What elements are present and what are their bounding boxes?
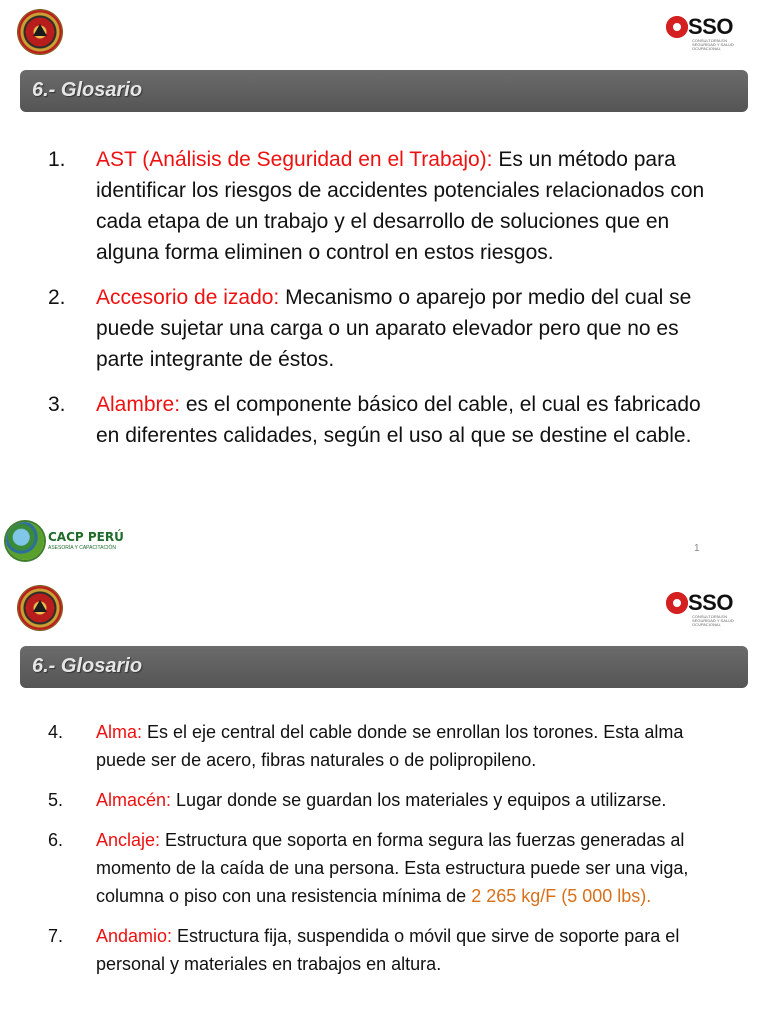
csso-logo xyxy=(666,14,746,51)
glossary-item xyxy=(40,922,724,978)
glossary-term: Andamio: xyxy=(96,926,173,946)
glossary-item xyxy=(40,389,724,451)
gear-icon xyxy=(666,592,688,614)
glossary-item xyxy=(40,826,724,910)
globe-icon xyxy=(6,522,44,560)
glossary-list xyxy=(40,144,724,465)
footer-subtitle: ASESORÍA Y CAPACITACIÓN xyxy=(48,545,116,551)
item-number: 3. xyxy=(48,393,66,416)
item-number: 2. xyxy=(48,286,66,309)
item-number: 4. xyxy=(48,722,64,742)
institution-seal-logo xyxy=(18,10,62,54)
glossary-highlight-value: 2 265 kg/F (5 000 lbs). xyxy=(471,886,652,906)
glossary-definition: Estructura fija, suspendida o móvil que sirve de soporte para el personal y materiales en trabajos en altura. xyxy=(96,926,680,974)
glossary-definition: Estructura que soporta en forma segura las fuerzas generadas al momento de la caída de una persona. Esta estructura puede ser una viga, columna o piso con una resistencia mínima de xyxy=(96,830,689,906)
item-number: 6. xyxy=(48,830,64,850)
page-number: 1 xyxy=(694,543,700,554)
glossary-item xyxy=(40,786,724,814)
section-title: 6.- Glosario xyxy=(32,79,143,101)
glossary-item xyxy=(40,282,724,375)
glossary-term: Accesorio de izado: xyxy=(96,286,280,309)
csso-logo-text: SSO xyxy=(688,590,733,615)
section-header-bar xyxy=(20,70,748,112)
item-number: 7. xyxy=(48,926,64,946)
glossary-term: AST (Análisis de Seguridad en el Trabajo): xyxy=(96,148,493,171)
glossary-term: Almacén: xyxy=(96,790,172,810)
glossary-definition: Mecanismo o aparejo por medio del cual se puede sujetar una carga o un aparato elevador pero que no es parte integrante de éstos. xyxy=(96,286,692,371)
glossary-definition: Es un método para identificar los riesgos de accidentes potenciales relacionados con cada etapa de un trabajo y el desarrollo de soluciones que en alguna forma eliminen o control en estos riesgos. xyxy=(96,148,705,264)
glossary-term: Alambre: xyxy=(96,393,181,416)
section-title: 6.- Glosario xyxy=(32,655,143,677)
csso-logo-text: SSO xyxy=(688,14,733,39)
institution-seal-logo xyxy=(18,586,62,630)
glossary-term: Alma: xyxy=(96,722,143,742)
slide-divider xyxy=(0,566,768,576)
section-header-bar xyxy=(20,646,748,688)
cacp-peru-logo xyxy=(6,522,146,564)
slide-2 xyxy=(0,576,768,1024)
csso-logo-tagline: CONSULTORÍA EN SEGURIDAD Y SALUD OCUPACIONAL xyxy=(692,614,734,627)
glossary-item xyxy=(40,718,724,774)
gear-icon xyxy=(666,16,688,38)
glossary-term: Anclaje: xyxy=(96,830,161,850)
item-number: 5. xyxy=(48,790,64,810)
glossary-definition: es el componente básico del cable, el cual es fabricado en diferentes calidades, según el uso al que se destine el cable. xyxy=(96,393,701,447)
glossary-list xyxy=(40,718,724,990)
csso-logo-tagline: CONSULTORÍA EN SEGURIDAD Y SALUD OCUPACIONAL xyxy=(692,38,734,51)
item-number: 1. xyxy=(48,148,66,171)
glossary-item xyxy=(40,144,724,268)
glossary-definition: Lugar donde se guardan los materiales y equipos a utilizarse. xyxy=(171,790,667,810)
csso-logo xyxy=(666,590,746,627)
glossary-definition: Es el eje central del cable donde se enrollan los torones. Esta alma puede ser de acero, fibras naturales o de polipropileno. xyxy=(96,722,684,770)
footer-brand: CACP PERÚ xyxy=(48,530,124,544)
